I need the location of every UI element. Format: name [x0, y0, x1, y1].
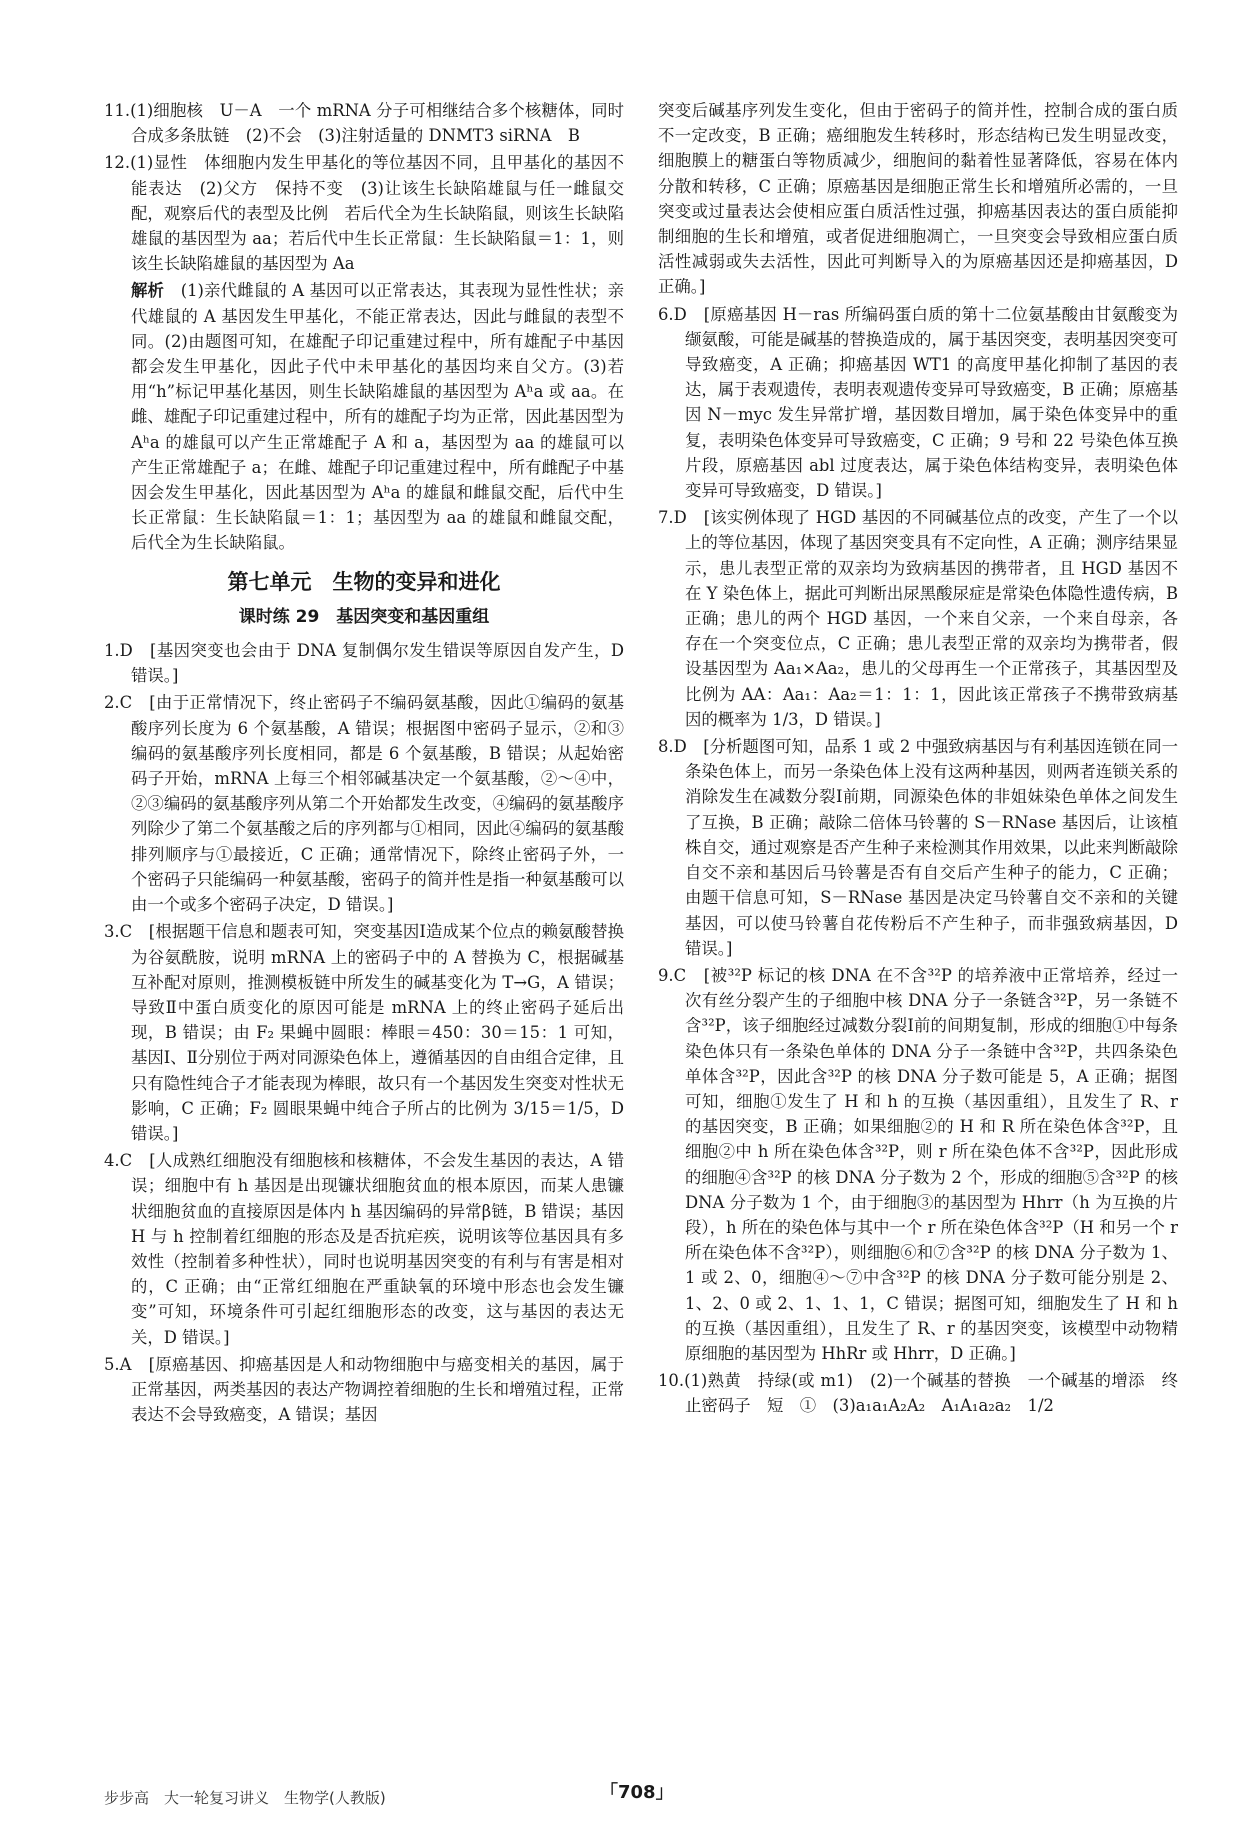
answer-8: 8.D [分析题图可知，品系 1 或 2 中强致病基因与有利基因连锁在同一条染色体上，而另一条染色体上没有这两种基因，则两者连锁关系的消除发生在减数分裂Ⅰ前期，同源染色体的非姐妹染色单体之间发生了互换，B 正确；敲除二倍体马铃薯的 S－RNase 基因后，让该植株自交，通过观察是否产生种子来检测其作用效果，以此来判断敲除自交不亲和基因后马铃薯是否有自交后产生种子的能力，C 正确；由题干信息可知，S－RNase 基因是决定马铃薯自交不亲和的关键基因，可以使马铃薯自花传粉后不产生种子，而非强致病基因，D 错误。] [658, 737, 1178, 958]
answer-5-continued: 突变后碱基序列发生变化，但由于密码子的简并性，控制合成的蛋白质不一定改变，B 正确；癌细胞发生转移时，形态结构已发生明显改变，细胞膜上的糖蛋白等物质减少，细胞间的黏着性显著降低，容易在体内分散和转移，C 正确；原癌基因是细胞正常生长和增殖所必需的，一旦突变或过量表达会使相应蛋白质活性过强，抑癌基因表达的蛋白质能抑制细胞的生长和增殖，或者促进细胞凋亡，一旦突变会导致相应蛋白质活性减弱或失去活性，因此可判断导入的为原癌基因还是抑癌基因，D 正确。] [658, 101, 1178, 297]
footer-book-title: 步步高 大一轮复习讲义 生物学(人教版) [104, 1789, 386, 1807]
answer-10: 10.(1)熟黄 持绿(或 m1) (2)一个碱基的替换 一个碱基的增添 终止密码子 短 ① (3)a₁a₁A₂A₂ A₁A₁a₂a₂ 1/2 [658, 1371, 1178, 1416]
answer-5: 5.A [原癌基因、抑癌基因是人和动物细胞中与癌变相关的基因，属于正常基因，两类基因的表达产物调控着细胞的生长和增殖过程，正常表达不会导致癌变，A 错误；基因 [104, 1354, 624, 1425]
unit-title: 第七单元 生物的变异和进化 [227, 569, 501, 594]
answer-4: 4.C [人成熟红细胞没有细胞核和核糖体，不会发生基因的表达，A 错误；细胞中有 h 基因是出现镰状细胞贫血的根本原因，而某人患镰状细胞贫血的直接原因是体内 h 基因编码的异常β链，B 错误；基因 H 与 h 控制着红细胞的形态及是否抗疟疾，说明该等位基因具有多效性（控制着多种性状），同时也说明基因突变的有利与有害是相对的，C 正确；由“正常红细胞在严重缺氧的环境中形态也会发生镰变”可知，环境条件可引起红细胞形态的改变，这与基因的表达无关，D 错误。] [104, 1151, 624, 1347]
answer-3: 3.C [根据题干信息和题表可知，突变基因Ⅰ造成某个位点的赖氨酸替换为谷氨酰胺，说明 mRNA 上的密码子中的 A 替换为 C，根据碱基互补配对原则，推测模板链中所发生的碱基变化为 T→G，A 错误；导致Ⅱ中蛋白质变化的原因可能是 mRNA 上的终止密码子延后出现，B 错误；由 F₂ 果蝇中圆眼：棒眼＝450：30＝15：1 可知，基因Ⅰ、Ⅱ分别位于两对同源染色体上，遵循基因的自由组合定律，且只有隐性纯合子才能表现为棒眼，故只有一个基因发生突变对性状无影响，C 正确；F₂ 圆眼果蝇中纯合子所占的比例为 3/15＝1/5，D 错误。] [104, 922, 624, 1143]
answer-1: 1.D [基因突变也会由于 DNA 复制偶尔发生错误等原因自发产生，D 错误。] [104, 641, 624, 686]
analysis-label: 解析 [131, 281, 165, 301]
answer-2: 2.C [由于正常情况下，终止密码子不编码氨基酸，因此①编码的氨基酸序列长度为 6 个氨基酸，A 错误；根据图中密码子显示，②和③编码的氨基酸序列长度相同，都是 6 个氨基酸，B 错误；从起始密码子开始，mRNA 上每三个相邻碱基决定一个氨基酸，②～④中，②③编码的氨基酸序列从第二个开始都发生改变，④编码的氨基酸序列除少了第二个氨基酸之后的序列都与①相同，因此④编码的氨基酸排列顺序与①最接近，C 正确；通常情况下，除终止密码子外，一个密码子只能编码一种氨基酸，密码子的简并性是指一种氨基酸可以由一个或多个密码子决定，D 错误。] [104, 693, 624, 915]
page-number-value: 708 [618, 1782, 656, 1803]
answer-11: 11.(1)细胞核 U－A 一个 mRNA 分子可相继结合多个核糖体，同时合成多条肽链 (2)不会 (3)注射适量的 DNMT3 siRNA B [104, 101, 624, 146]
answer-6: 6.D [原癌基因 H－ras 所编码蛋白质的第十二位氨基酸由甘氨酸变为缬氨酸，可能是碱基的替换造成的，属于基因突变，表明基因突变可导致癌变，A 正确；抑癌基因 WT1 的高度甲基化抑制了基因的表达，属于表观遗传，表明表观遗传变异可导致癌变，B 正确；原癌基因 N－myc 发生异常扩增，基因数目增加，属于染色体变异中的重复，表明染色体变异可导致癌变，C 正确；9 号和 22 号染色体互换片段，原癌基因 abl 过度表达，属于染色体结构变异，表明染色体变异可导致癌变，D 错误。] [658, 304, 1178, 501]
page-number: 「708」 [600, 1782, 674, 1803]
answer-9: 9.C [被³²P 标记的核 DNA 在不含³²P 的培养液中正常培养，经过一次有丝分裂产生的子细胞中核 DNA 分子一条链含³²P，另一条链不含³²P，该子细胞经过减数分裂Ⅰ前的间期复制，形成的细胞①中每条染色体只有一条染色单体的 DNA 分子一条链中含³²P，共四条染色单体含³²P，因此含³²P 的核 DNA 分子数可能是 5，A 正确；据图可知，细胞①发生了 H 和 h 的互换（基因重组），且发生了 R、r 的基因突变，B 正确；如果细胞②的 H 和 R 所在染色体含³²P，且细胞②中 h 所在染色体含³²P，则 r 所在染色体不含³²P，因此形成的细胞④含³²P 的核 DNA 分子数为 2 个，形成的细胞⑤含³²P 的核 DNA 分子数为 1 个，由于细胞③的基因型为 Hhrr（h 为互换的片段），h 所在的染色体与其中一个 r 所在染色体含³²P（H 和另一个 r 所在染色体不含³²P），则细胞⑥和⑦含³²P 的核 DNA 分子数为 1、1 或 2、0，细胞④～⑦中含³²P 的核 DNA 分子数可能分别是 2、1、2、0 或 2、1、1、1，C 错误；据图可知，细胞发生了 H 和 h 的互换（基因重组），且发生了 R、r 的基因突变，该模型中动物精原细胞的基因型为 HhRr 或 Hhrr，D 正确。] [658, 965, 1178, 1363]
analysis-text: (1)亲代雌鼠的 A 基因可以正常表达，其表现为显性性状；亲代雄鼠的 A 基因发生甲基化，不能正常表达，因此与雌鼠的表型不同。(2)由题图可知，在雄配子印记重建过程中，所有雄配子中基因都会发生甲基化，因此子代中未甲基化的基因均来自父方。(3)若用“h”标记甲基化基因，则生长缺陷雄鼠的基因型为 Aʰa 或 aa。在雌、雄配子印记重建过程中，所有的雄配子均为正常，因此基因型为 Aʰa 的雄鼠可以产生正常雄配子 A 和 a，基因型为 aa 的雄鼠可以产生正常雄配子 a；在雌、雄配子印记重建过程中，所有雌配子中基因会发生甲基化，因此基因型为 Aʰa 的雄鼠和雌鼠交配，后代中生长正常鼠：生长缺陷鼠＝1：1；基因型为 aa 的雄鼠和雌鼠交配，后代全为生长缺陷鼠。 [131, 281, 624, 553]
answer-12: 12.(1)显性 体细胞内发生甲基化的等位基因不同，且甲基化的基因不能表达 (2)父方 保持不变 (3)让该生长缺陷雄鼠与任一雌鼠交配，观察后代的表型及比例 若后代全为生长缺陷鼠，则该生长缺陷雄鼠的基因型为 aa；若后代中生长正常鼠：生长缺陷鼠＝1：1，则该生长缺陷雄鼠的基因型为 Aa [104, 153, 624, 274]
analysis-12 [104, 278, 624, 555]
right-column [658, 98, 1178, 1421]
answer-7: 7.D [该实例体现了 HGD 基因的不同碱基位点的改变，产生了一个以上的等位基因，体现了基因突变具有不定向性，A 正确；测序结果显示，患儿表型正常的双亲均为致病基因的携带者，且 HGD 基因不在 Y 染色体上，据此可判断出尿黑酸尿症是常染色体隐性遗传病，B 正确；患儿的两个 HGD 基因，一个来自父亲，一个来自母亲，各存在一个突变位点，C 正确；患儿表型正常的双亲均为携带者，假设基因型为 Aa₁×Aa₂，患儿的父母再生一个正常孩子，其基因型及比例为 AA：Aa₁：Aa₂＝1：1：1，因此该正常孩子不携带致病基因的概率为 1/3，D 错误。] [658, 508, 1178, 729]
lesson-title: 课时练 29 基因突变和基因重组 [238, 606, 490, 627]
left-column [104, 98, 624, 1429]
